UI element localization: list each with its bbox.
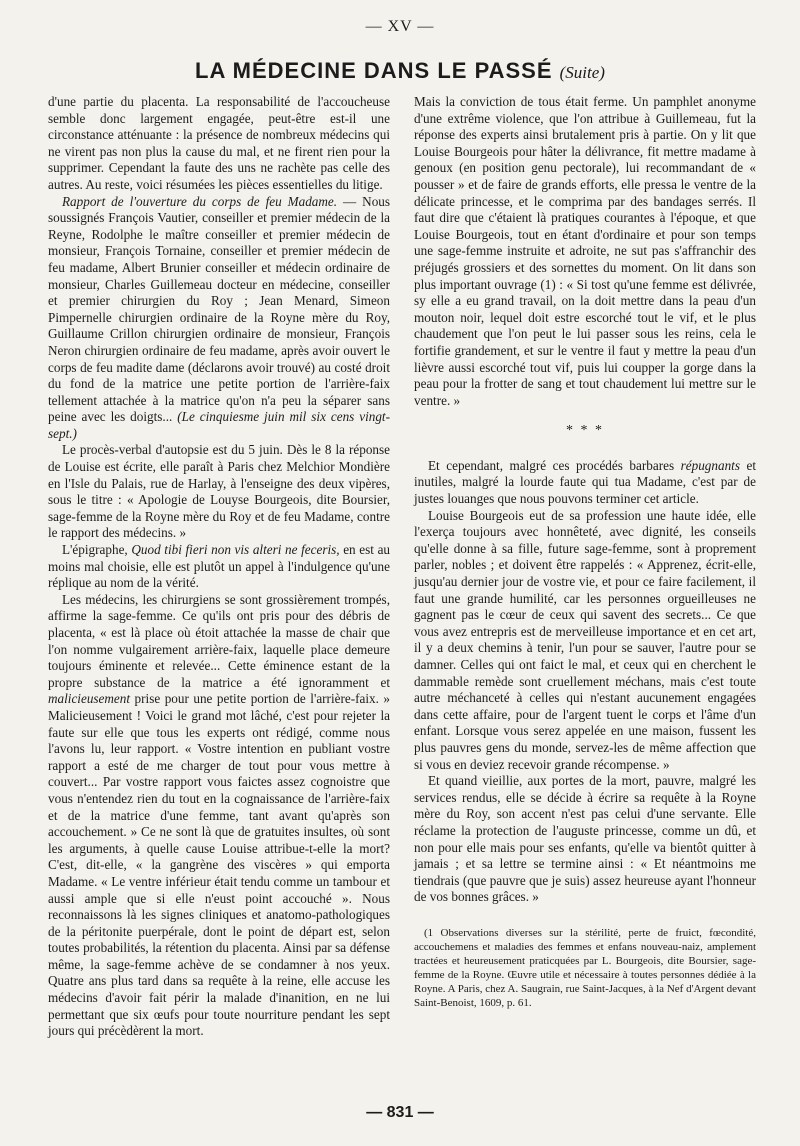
rapport-paragraph: [48, 194, 390, 443]
paragraph-text: Les médecins, les chirurgiens se sont grossièrement trompés, affirme la sage-femme. Ce qu'ils ont pris pour des débris de placenta, « est là place où étoit attachée la masse de chair que l'on nomme vulgairement arrière-faix, laquelle place demeure toujours éminente et relevée... Cette éminence estant de la propre substance de la matrice a été ignoramment et: [48, 591, 390, 690]
page-number: — 831 —: [366, 1104, 434, 1121]
epigraph-quote: Quod tibi fieri non vis alteri ne feceris,: [131, 542, 340, 558]
malicieusement-word: malicieusement: [48, 691, 131, 707]
footnote-body: Observations diverses sur la stérilité, perte de fruict, fœcondité, accouchemens et maladies des femmes et enfans nouveau-naiz, amplement tractées et heureusement praticquées par L. Bourgeois, dite Boursier, sage-femme de la Royne. Œuvre utile et nécessaire à toutes personnes dédiée à la Royne. A Paris, chez A. Saugrain, rue Saint-Jacques, à la Nef d'Argent devant Saint-Benoist, 1609, p. 61.: [414, 926, 756, 1009]
repugnants-word: répugnants: [680, 457, 740, 473]
epigraph-text: en est au moins mal choisie, elle est plutôt un appel à l'indulgence qu'une réplique au nom de la vérité.: [48, 542, 391, 591]
rapport-text: Nous soussignés François Vautier, conseiller et premier médecin de la Reyne, Rodolphe le maître conseiller et premier médecin de monsieur, François Tornaine, conseiller et premier médecin de feu madame, Albert Brunier conseiller et médecin ordinaire de monsieur, Charles Guillemeau docteur en médecine, conseiller et premier chirurgien du Roy ; Jean Menard, Simeon Pimpernelle chirurgien ordinaire de la Royne mère du Roy, Guillaume Crillon chirurgien ordinaire de monsieur, François Neron chirurgien ordinaire de feu madame, après avoir ouvert le corps de feu madite dame (déclarons avoir trouvé) au costé droit du fond de la matrice une petite portion de l'arrière-faix tellement attachée à la matrice qu'on n'a peu la séparer sans peine avec les doigts...: [48, 193, 391, 425]
title-suite: (Suite): [559, 63, 605, 82]
footnote-marker: (1: [424, 926, 434, 939]
epigraph-paragraph: [48, 542, 390, 592]
rapport-heading: Rapport de l'ouverture du corps de feu Madame.: [62, 193, 338, 209]
roman-folio: — XV —: [365, 18, 435, 35]
paragraph-lead: Et cependant, malgré ces procédés barbares: [428, 457, 675, 473]
paragraph: [48, 592, 390, 1040]
footnote-text: [414, 926, 756, 1010]
article-title-text: LA MÉDECINE DANS LE PASSÉ: [195, 58, 553, 83]
paragraph: [414, 458, 756, 508]
rapport-date: (Le cinquiesme juin mil six cens vingt-sept.): [48, 409, 390, 441]
et-word: et: [739, 457, 756, 473]
footnote: [414, 926, 756, 1010]
section-separator: * * *: [566, 423, 604, 439]
paragraph: Le procès-verbal d'autopsie est du 5 juin. Dès le 8 la réponse de Louise est écrite, elle paraît à Paris chez Melchior Mondière en l'Isle du Palais, rue de Harlay, à l'enseigne des deux vipères, sous le titre : « Apologie de Louyse Bourgeois, dite Boursier, sage-femme de la Royne mère du Roy et de feu Madame, contre le rapport des médecins. »: [48, 442, 390, 541]
rapport-dash: —: [337, 193, 357, 209]
right-column: [414, 94, 756, 1010]
paragraph: Et quand vieillie, aux portes de la mort, pauvre, malgré les services rendus, elle se décide à écrire sa requête à la Royne mère du Roy, son accent n'est pas celui d'une servante. Elle réclame la protection de l'auguste princesse, comme un dû, et non pour elle mais pour ses enfants, qu'elle va bientôt quitter à jamais ; et sa lettre se termine ainsi : « Et néantmoins me tiendrais (que pauvre que je suis) assez heureuse ayant l'honneur de vos bonnes grâces. »: [414, 773, 756, 905]
article-title: [0, 58, 800, 84]
epigraph-lead: L'épigraphe,: [62, 542, 128, 558]
paragraph: Louise Bourgeois eut de sa profession une haute idée, elle l'exerça toujours avec honnêteté, avec dignité, les conseils qu'elle donne à sa fille, future sage-femme, sont à proprement parler, nobles ; et doivent être rappelés : « Apprenez, écrit-elle, jusqu'au dernier jour de vostre vie, et pour ce faire facilement, il faut une grande humilité, car les personnes orgueilleuses ne gagnent pas le cœur de ceux qui savent des secrets... Ce que vous avez entrepris est de merveilleuse importance et en cet art, il y a deux chemins à tenir, l'un pour se sauver, l'autre pour se damner. Celles qui ont faict le mal, et ceux qui en cherchent le dammable remède sont cruellement méchans, mais c'est toute autre méchanceté à celles qui n'estant aucunement engagées dans cette affaire, pour de l'argent tuent le corps et l'âme d'un enfant. Lorsque vous serez appelée en une maison, fussent les plus pauvres gens du monde, servez-les de même affection que si vous en deviez recevoir grande récompense. »: [414, 507, 756, 772]
left-column: [48, 94, 390, 1040]
paragraph-text: inutiles, malgré la lourde faute qui tua Madame, c'est par de justes louanges que nous pouvons terminer cet article.: [414, 474, 756, 507]
paragraph-text: prise pour une petite portion de l'arrière-faix. » Malicieusement ! Voici le grand mot lâché, c'est pour rejeter la faute sur elle que tous les experts ont rédigé, comme nous l'avons lu, leur rapport. « Vostre intention en publiant vostre rapport a esté de me charger de tout pour vous mettre à couvert... Par vostre rapport vous faictes assez cognoistre que vous n'entendez rien du tout en la cognaissance de l'arrière-faix et de la matrice d'une femme, tant avant qu'après son accouchement. » Ce ne sont là que de gratuites insultes, où sont les arguments, à quelle cause Louise attribue-t-elle la mort? C'est, dit-elle, « la gangrène des viscères » qui emporta Madame. « Le ventre inférieur était tendu comme un tambour et aussi ample que si elle n'eust point accouché ». Nous reconnaissons là les signes cliniques et anatomo-pathologiques de la péritonite puerpérale, dont le point de départ est, selon toutes probabilités, la rétention du placenta. Ainsi par sa défense même, la sage-femme achève de se condamner à nos yeux. Quatre ans plus tard dans sa requête à la reine, elle accuse les médecins d'avoir fait périr la malade d'inanition, en ne lui permettant que six œufs pour toute nourriture pendant les sept jours qui précèdèrent la mort.: [48, 691, 391, 1039]
paragraph: d'une partie du placenta. La responsabilité de l'accoucheuse semble donc largement engagée, peut-être est-il une circonstance atténuante : la présence de nombreux médecins qui ne virent pas non plus la cause du mal, et ne firent rien pour la supprimer. Cependant la faute des uns ne rachète pas celle des autres. Au reste, voici résumées les pièces essentielles du litige.: [48, 94, 390, 192]
paragraph: Mais la conviction de tous était ferme. Un pamphlet anonyme d'une extrême violence, que l'on attribue à Guillemeau, fut la réponse des experts ainsi brutalement pris à partie. On y lit que Louise Bourgeois pour hâter la délivrance, fit mettre madame à genoux (en position genu pectorale), lui recommandant de « pousser » et de faire de grands efforts, elle pressa le ventre de la délicate princesse, et le comprima par des bandages serrés. Il faut dire que c'étaient là pratiques courantes à l'époque, et que Louise Bourgeois, tout en étant d'ordinaire et pour son temps une sage-femme instruite et adroite, ne sut pas s'affranchir des préjugés grossiers et des sornettes du moment. On lit dans son plus important ouvrage (1) : « Si tost qu'une femme est délivrée, sy elle a eu grand travail, on la doit mettre dans la peau d'un mouton noir, lequel doit estre escorché tout le vif, et le plus chaudement que l'on peut le lui passer sous les reins, cela le fortifie grandement, et sur le ventre il faut y mettre la peau d'un lièvre aussi escorché tout vif, puis lui coupper la gorge dans la peau pour la frotter de sang et tout chaudement lui mettre sur le ventre. »: [414, 94, 756, 408]
